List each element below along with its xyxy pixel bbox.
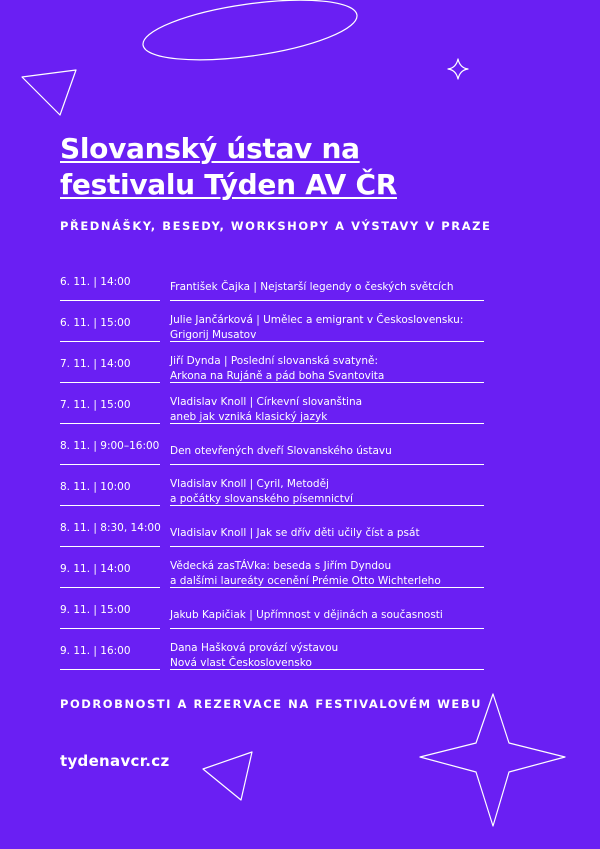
triangle-bottom-icon: [203, 752, 252, 800]
event-line-1: Jiří Dynda | Poslední slovanská svatyně:: [170, 355, 379, 367]
event-line-2: a dalšími laureáty ocenění Prémie Otto Wichterleho: [170, 575, 441, 587]
event-date: 7. 11. | 14:00: [60, 354, 161, 374]
subtitle: PŘEDNÁŠKY, BESEDY, WORKSHOPY A VÝSTAVY V PRAZE: [60, 219, 492, 233]
event-date: 9. 11. | 14:00: [60, 559, 161, 579]
event-description: [170, 518, 484, 548]
sparkle-small-icon: [448, 59, 468, 79]
event-description: [170, 272, 484, 302]
event-line-2: Arkona na Rujáně a pád boha Svantovita: [170, 370, 385, 382]
event-description: [170, 436, 484, 466]
event-line-1: Vladislav Knoll | Církevní slovanština: [170, 396, 363, 408]
schedule-row: [60, 428, 484, 469]
event-date: 9. 11. | 16:00: [60, 641, 161, 661]
event-date: 6. 11. | 15:00: [60, 313, 161, 333]
event-description: [170, 641, 484, 671]
details-reservation-note: PODROBNOSTI A REZERVACE NA FESTIVALOVÉM WEBU: [60, 697, 483, 711]
event-description: [170, 559, 484, 589]
triangle-outline-icon: [22, 70, 76, 115]
schedule-list: [60, 264, 484, 674]
event-date: 8. 11. | 8:30, 14:00: [60, 518, 161, 538]
event-line-2: Grigorij Musatov: [170, 329, 257, 341]
schedule-row: [60, 469, 484, 510]
event-description: [170, 354, 484, 384]
schedule-row: [60, 387, 484, 428]
event-date: 9. 11. | 15:00: [60, 600, 161, 620]
event-line-2: a počátky slovanského písemnictví: [170, 493, 353, 505]
event-line-1: Dana Hašková provází výstavou: [170, 642, 339, 654]
event-line-1: Vladislav Knoll | Jak se dřív děti učily číst a psát: [170, 526, 420, 539]
event-line-1: František Čajka | Nejstarší legendy o českých světcích: [170, 280, 454, 293]
page-title: [60, 131, 397, 203]
schedule-row: [60, 264, 484, 305]
event-description: [170, 395, 484, 425]
schedule-row: [60, 633, 484, 674]
schedule-row: [60, 510, 484, 551]
schedule-row: [60, 592, 484, 633]
event-line-1: Den otevřených dveří Slovanského ústavu: [170, 444, 392, 457]
ellipse-outline-icon: [139, 0, 360, 71]
title-line-1: Slovanský ústav na: [60, 132, 360, 165]
event-line-2: Nová vlast Československo: [170, 657, 312, 669]
event-description: [170, 477, 484, 507]
schedule-row: [60, 346, 484, 387]
event-date: 7. 11. | 15:00: [60, 395, 161, 415]
event-line-2: aneb jak vzniká klasický jazyk: [170, 411, 328, 423]
event-line-1: Vladislav Knoll | Cyril, Metoděj: [170, 478, 329, 490]
event-description: [170, 600, 484, 630]
schedule-row: [60, 305, 484, 346]
title-line-2: festivalu Týden AV ČR: [60, 168, 397, 201]
event-line-1: Vědecká zasTÁVka: beseda s Jiřím Dyndou: [170, 560, 392, 572]
event-date: 8. 11. | 9:00–16:00: [60, 436, 161, 456]
event-line-1: Julie Jančárková | Umělec a emigrant v Československu:: [170, 314, 464, 326]
event-line-1: Jakub Kapičiak | Upřímnost v dějinách a současnosti: [170, 608, 443, 621]
star-large-icon: [420, 694, 565, 826]
event-date: 8. 11. | 10:00: [60, 477, 161, 497]
event-description: [170, 313, 484, 343]
website-link[interactable]: tydenavcr.cz: [60, 752, 170, 770]
event-date: 6. 11. | 14:00: [60, 272, 161, 292]
schedule-row: [60, 551, 484, 592]
